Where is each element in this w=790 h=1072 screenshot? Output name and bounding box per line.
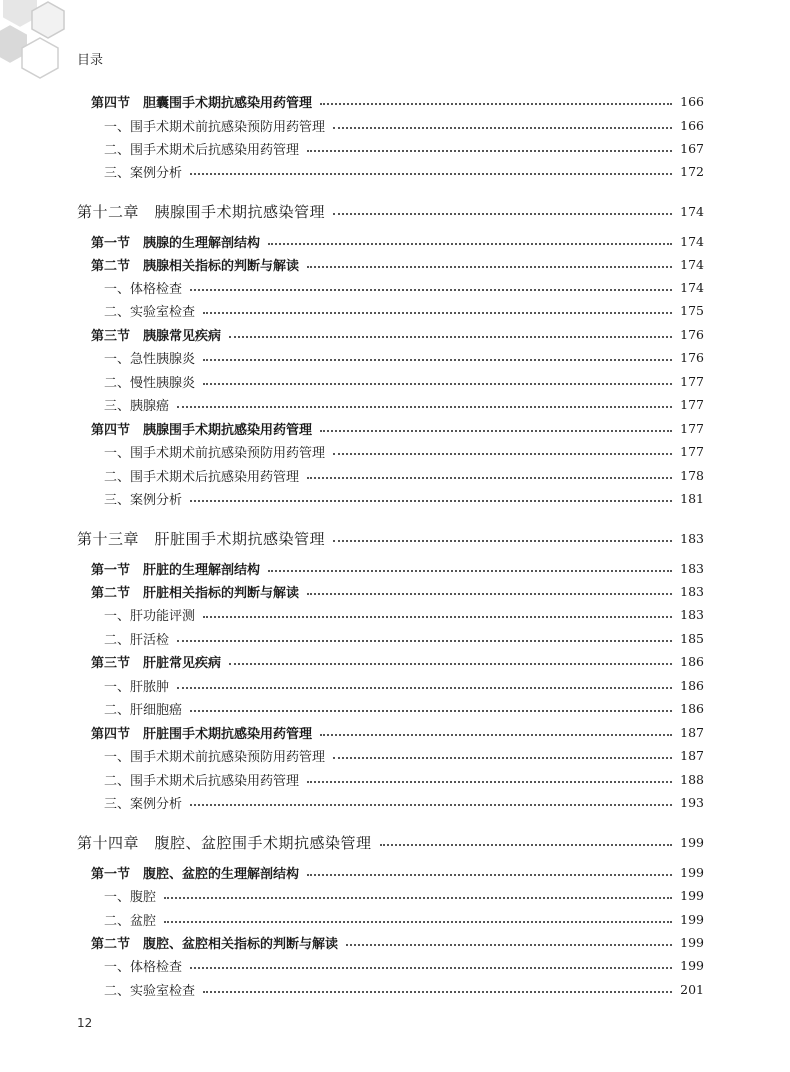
toc-entry-title: 第一节 腹腔、盆腔的生理解剖结构: [91, 866, 300, 882]
toc-subsection-entry: [104, 115, 704, 135]
toc-entry-page: 193: [680, 794, 704, 810]
dot-leader: [177, 687, 672, 689]
toc-entry-title: 第十三章 肝脏围手术期抗感染管理: [77, 529, 326, 548]
dot-leader: [177, 640, 672, 642]
toc-chapter-entry: [77, 528, 704, 548]
toc-entry-page: 186: [680, 653, 704, 669]
dot-leader: [307, 477, 672, 479]
toc-entry-page: 167: [680, 140, 704, 156]
toc-entry-title: 三、案例分析: [104, 492, 183, 508]
toc-section-entry: [91, 418, 704, 438]
toc-entry-page: 183: [680, 583, 704, 599]
dot-leader: [320, 734, 672, 736]
toc-entry-title: 二、盆腔: [104, 913, 157, 929]
toc-subsection-entry: [104, 885, 704, 905]
toc-entry-page: 186: [680, 677, 704, 693]
toc-section-entry: [91, 254, 704, 274]
toc-entry-title: 一、体格检查: [104, 281, 183, 297]
toc-entry-page: 175: [680, 302, 704, 318]
toc-entry-title: 二、肝细胞癌: [104, 702, 183, 718]
toc-subsection-entry: [104, 675, 704, 695]
toc-section-entry: [91, 91, 704, 111]
toc-entry-title: 二、慢性胰腺炎: [104, 375, 196, 391]
toc-subsection-entry: [104, 371, 704, 391]
toc-section-entry: [91, 231, 704, 251]
dot-leader: [164, 897, 672, 899]
dot-leader: [190, 173, 672, 175]
toc-section-entry: [91, 651, 704, 671]
dot-leader: [268, 570, 672, 572]
dot-leader: [190, 804, 672, 806]
toc-section-entry: [91, 581, 704, 601]
toc-entry-page: 187: [680, 724, 704, 740]
dot-leader: [268, 243, 672, 245]
dot-leader: [190, 500, 672, 502]
toc-entry-page: 178: [680, 467, 704, 483]
toc-entry-page: 177: [680, 396, 704, 412]
toc-subsection-entry: [104, 394, 704, 414]
toc-subsection-entry: [104, 909, 704, 929]
dot-leader: [307, 874, 672, 876]
toc-subsection-entry: [104, 161, 704, 181]
toc-entry-title: 一、围手术期术前抗感染预防用药管理: [104, 749, 326, 765]
toc-entry-page: 177: [680, 373, 704, 389]
toc-entry-title: 第四节 胰腺围手术期抗感染用药管理: [91, 422, 313, 438]
dot-leader: [229, 663, 672, 665]
toc-entry-title: 第二节 肝脏相关指标的判断与解读: [91, 585, 300, 601]
toc-chapter-entry: [77, 201, 704, 221]
toc-entry-title: 二、实验室检查: [104, 983, 196, 999]
toc-entry-page: 174: [680, 233, 704, 249]
dot-leader: [229, 336, 672, 338]
toc-entry-title: 二、围手术期术后抗感染用药管理: [104, 469, 300, 485]
dot-leader: [203, 616, 672, 618]
dot-leader: [307, 266, 672, 268]
toc-entry-title: 二、围手术期术后抗感染用药管理: [104, 142, 300, 158]
toc-entry-page: 201: [680, 981, 704, 997]
dot-leader: [320, 430, 672, 432]
dot-leader: [307, 150, 672, 152]
toc-entry-title: 三、案例分析: [104, 796, 183, 812]
toc-entry-title: 第三节 胰腺常见疾病: [91, 328, 222, 344]
toc-entry-title: 二、实验室检查: [104, 304, 196, 320]
toc-entry-page: 183: [680, 560, 704, 576]
toc-entry-title: 二、肝活检: [104, 632, 170, 648]
toc-subsection-entry: [104, 604, 704, 624]
toc-entry-page: 172: [680, 163, 704, 179]
toc-entry-page: 187: [680, 747, 704, 763]
page-number: 12: [77, 1016, 93, 1030]
dot-leader: [333, 213, 672, 215]
dot-leader: [333, 127, 672, 129]
dot-leader: [333, 757, 672, 759]
toc-entry-page: 174: [680, 256, 704, 272]
running-header-title: 目录: [77, 53, 104, 68]
dot-leader: [164, 921, 672, 923]
toc-entry-page: 199: [680, 934, 704, 950]
toc-entry-page: 166: [680, 93, 704, 109]
toc-subsection-entry: [104, 628, 704, 648]
toc-entry-page: 199: [680, 957, 704, 973]
toc-section-entry: [91, 324, 704, 344]
toc-entry-title: 一、体格检查: [104, 959, 183, 975]
toc-entry-title: 二、围手术期术后抗感染用药管理: [104, 773, 300, 789]
toc-subsection-entry: [104, 277, 704, 297]
toc-entry-title: 三、胰腺癌: [104, 398, 170, 414]
toc-section-entry: [91, 722, 704, 742]
dot-leader: [190, 289, 672, 291]
toc-subsection-entry: [104, 441, 704, 461]
toc-entry-page: 186: [680, 700, 704, 716]
toc-subsection-entry: [104, 138, 704, 158]
toc-subsection-entry: [104, 745, 704, 765]
toc-entry-page: 199: [680, 864, 704, 880]
toc-entry-title: 一、肝脓肿: [104, 679, 170, 695]
dot-leader: [203, 991, 672, 993]
toc-subsection-entry: [104, 955, 704, 975]
toc-entry-page: 166: [680, 117, 704, 133]
toc-section-entry: [91, 932, 704, 952]
toc-entry-page: 188: [680, 771, 704, 787]
toc-entry-title: 一、腹腔: [104, 889, 157, 905]
toc-entry-page: 183: [680, 606, 704, 622]
toc-subsection-entry: [104, 347, 704, 367]
toc-entry-title: 第二节 腹腔、盆腔相关指标的判断与解读: [91, 936, 339, 952]
dot-leader: [307, 593, 672, 595]
toc-entry-title: 第四节 肝脏围手术期抗感染用药管理: [91, 726, 313, 742]
dot-leader: [320, 103, 672, 105]
dot-leader: [380, 844, 672, 846]
dot-leader: [203, 383, 672, 385]
toc-entry-title: 第四节 胆囊围手术期抗感染用药管理: [91, 95, 313, 111]
dot-leader: [177, 406, 672, 408]
dot-leader: [190, 967, 672, 969]
toc-entry-page: 177: [680, 443, 704, 459]
dot-leader: [346, 944, 672, 946]
toc-entry-page: 199: [680, 911, 704, 927]
toc-subsection-entry: [104, 698, 704, 718]
toc-entry-page: 174: [680, 279, 704, 295]
toc-entry-page: 174: [680, 203, 704, 219]
toc-entry-title: 第十四章 腹腔、盆腔围手术期抗感染管理: [77, 833, 372, 852]
toc-entry-title: 第三节 肝脏常见疾病: [91, 655, 222, 671]
dot-leader: [307, 781, 672, 783]
toc-entry-title: 一、围手术期术前抗感染预防用药管理: [104, 445, 326, 461]
toc-subsection-entry: [104, 979, 704, 999]
toc-entry-title: 三、案例分析: [104, 165, 183, 181]
toc-section-entry: [91, 558, 704, 578]
toc-entry-page: 199: [680, 887, 704, 903]
toc-entry-page: 181: [680, 490, 704, 506]
toc-entry-title: 第一节 胰腺的生理解剖结构: [91, 235, 261, 251]
toc-chapter-entry: [77, 832, 704, 852]
dot-leader: [203, 312, 672, 314]
dot-leader: [190, 710, 672, 712]
toc-entry-title: 第二节 胰腺相关指标的判断与解读: [91, 258, 300, 274]
toc-subsection-entry: [104, 300, 704, 320]
dot-leader: [333, 453, 672, 455]
toc-entry-page: 199: [680, 834, 704, 850]
toc-entry-page: 177: [680, 420, 704, 436]
dot-leader: [203, 359, 672, 361]
toc-subsection-entry: [104, 792, 704, 812]
dot-leader: [333, 540, 672, 542]
toc-entry-title: 一、围手术期术前抗感染预防用药管理: [104, 119, 326, 135]
toc-section-entry: [91, 862, 704, 882]
toc-entry-title: 一、肝功能评测: [104, 608, 196, 624]
toc-entry-title: 第一节 肝脏的生理解剖结构: [91, 562, 261, 578]
toc-subsection-entry: [104, 465, 704, 485]
toc-entry-page: 185: [680, 630, 704, 646]
toc-subsection-entry: [104, 769, 704, 789]
toc-subsection-entry: [104, 488, 704, 508]
toc-entry-title: 第十二章 胰腺围手术期抗感染管理: [77, 202, 326, 221]
toc-entry-page: 176: [680, 349, 704, 365]
toc-entry-title: 一、急性胰腺炎: [104, 351, 196, 367]
toc-entry-page: 176: [680, 326, 704, 342]
toc-entry-page: 183: [680, 530, 704, 546]
